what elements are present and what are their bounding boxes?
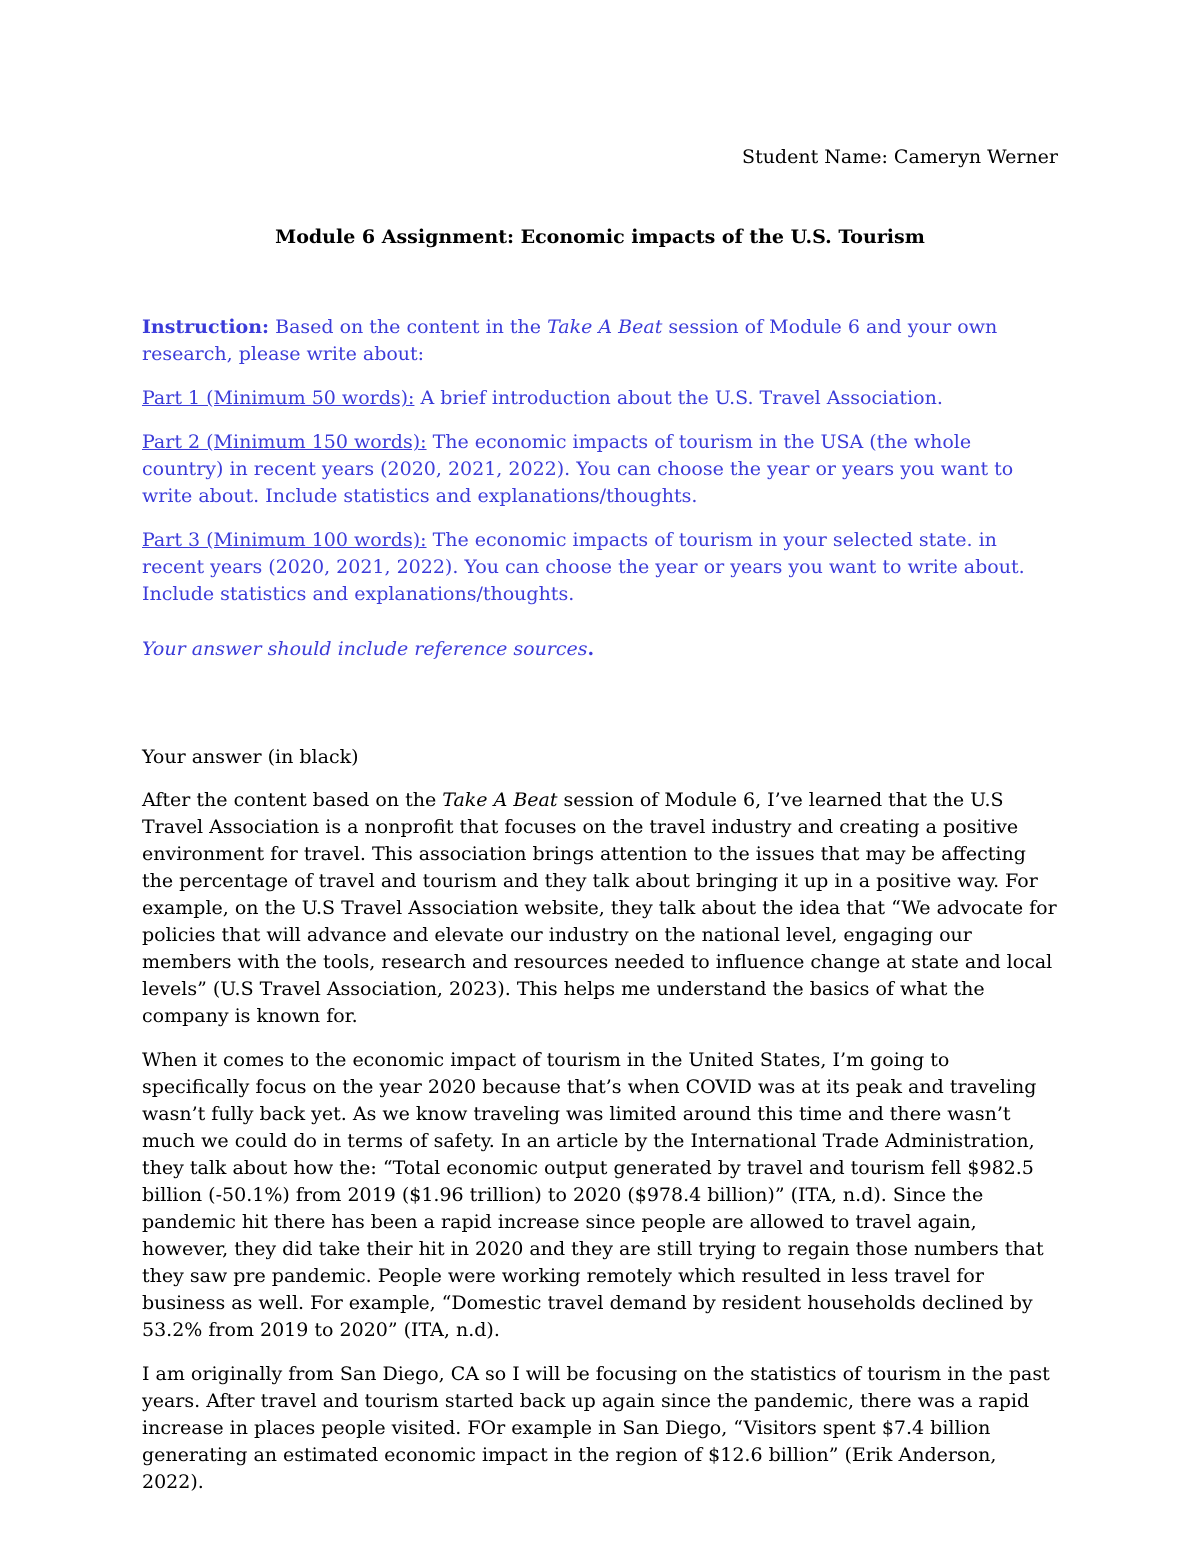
part1-instruction (142, 385, 1058, 412)
part2-instruction (142, 429, 1058, 510)
part3-text: The economic impacts of tourism in your selected state. in recent years (2020, 2021, 2022). You can choose the year or years you want to write about. Include statistics and explanations/thoughts. (142, 529, 1025, 605)
answer-p1-a: After the content based on the (142, 789, 443, 811)
reference-note (142, 636, 1058, 663)
part3-instruction (142, 527, 1058, 608)
answer-p1-session-name: Take A Beat (442, 789, 558, 811)
part2-text: The economic impacts of tourism in the USA (the whole country) in recent years (2020, 2021, 2022). You can choose the year or years you want to write about. Include statistics and explanations/thoughts. (142, 431, 1014, 507)
document-title: Module 6 Assignment: Economic impacts of the U.S. Tourism (275, 226, 925, 248)
part2-label: Part 2 (Minimum 150 words): (142, 431, 427, 453)
instructions-block (142, 314, 1058, 680)
part1-text: A brief introduction about the U.S. Travel Association. (414, 387, 943, 409)
reference-note-text: Your answer should include reference sources (142, 638, 588, 660)
instruction-intro-a: Based on the content in the (269, 316, 548, 338)
part3-label: Part 3 (Minimum 100 words): (142, 529, 427, 551)
part1-label: Part 1 (Minimum 50 words): (142, 387, 415, 409)
answer-paragraph-2: When it comes to the economic impact of tourism in the United States, I’m going to specifically focus on the year 2020 because that’s when COVID was at its peak and traveling wasn’t fully back yet. As we know traveling was limited around this time and there wasn’t much we could do in terms of safety. In an article by the International Trade Administration, they talk about how the: “Total economic output generated by travel and tourism fell $982.5 billion (-50.1%) from 2019 ($1.96 trillion) to 2020 ($978.4 billion)” (ITA, n.d). Since the pandemic hit there has been a rapid increase since people are allowed to travel again, however, they did take their hit in 2020 and they are still trying to regain those numbers that they saw pre pandemic. People were working remotely which resulted in less travel for business as well. For example, “Domestic travel demand by resident households declined by 53.2% from 2019 to 2020” (ITA, n.d). (142, 1049, 1044, 1341)
instruction-session-name: Take A Beat (547, 316, 663, 338)
answer-paragraph-1 (142, 787, 1058, 1030)
answer-p1-b: session of Module 6, I’ve learned that the U.S Travel Association is a nonprofit that focuses on the travel industry and creating a positive environment for travel. This association brings attention to the issues that may be affecting the percentage of travel and tourism and they talk about bringing it up in a positive way. For example, on the U.S Travel Association website, they talk about the idea that “We advocate for policies that will advance and elevate our industry on the national level, engaging our members with the tools, research and resources needed to influence change at state and local levels” (U.S Travel Association, 2023). This helps me understand the basics of what the company is known for. (142, 789, 1057, 1027)
instruction-label: Instruction: (142, 316, 270, 338)
answer-block (142, 744, 1058, 1513)
instruction-intro-b: session of Module 6 and your own research, please write about: (142, 316, 998, 365)
answer-paragraph-3: I am originally from San Diego, CA so I will be focusing on the statistics of tourism in the past years. After travel and tourism started back up again since the pandemic, there was a rapid increase in places people visited. FOr example in San Diego, “Visitors spent $7.4 billion generating an estimated economic impact in the region of $12.6 billion” (Erik Anderson, 2022). (142, 1363, 1050, 1493)
answer-heading: Your answer (in black) (142, 746, 359, 768)
instruction-intro (142, 314, 1058, 368)
student-name: Student Name: Cameryn Werner (742, 146, 1058, 168)
reference-note-period: . (587, 638, 595, 660)
